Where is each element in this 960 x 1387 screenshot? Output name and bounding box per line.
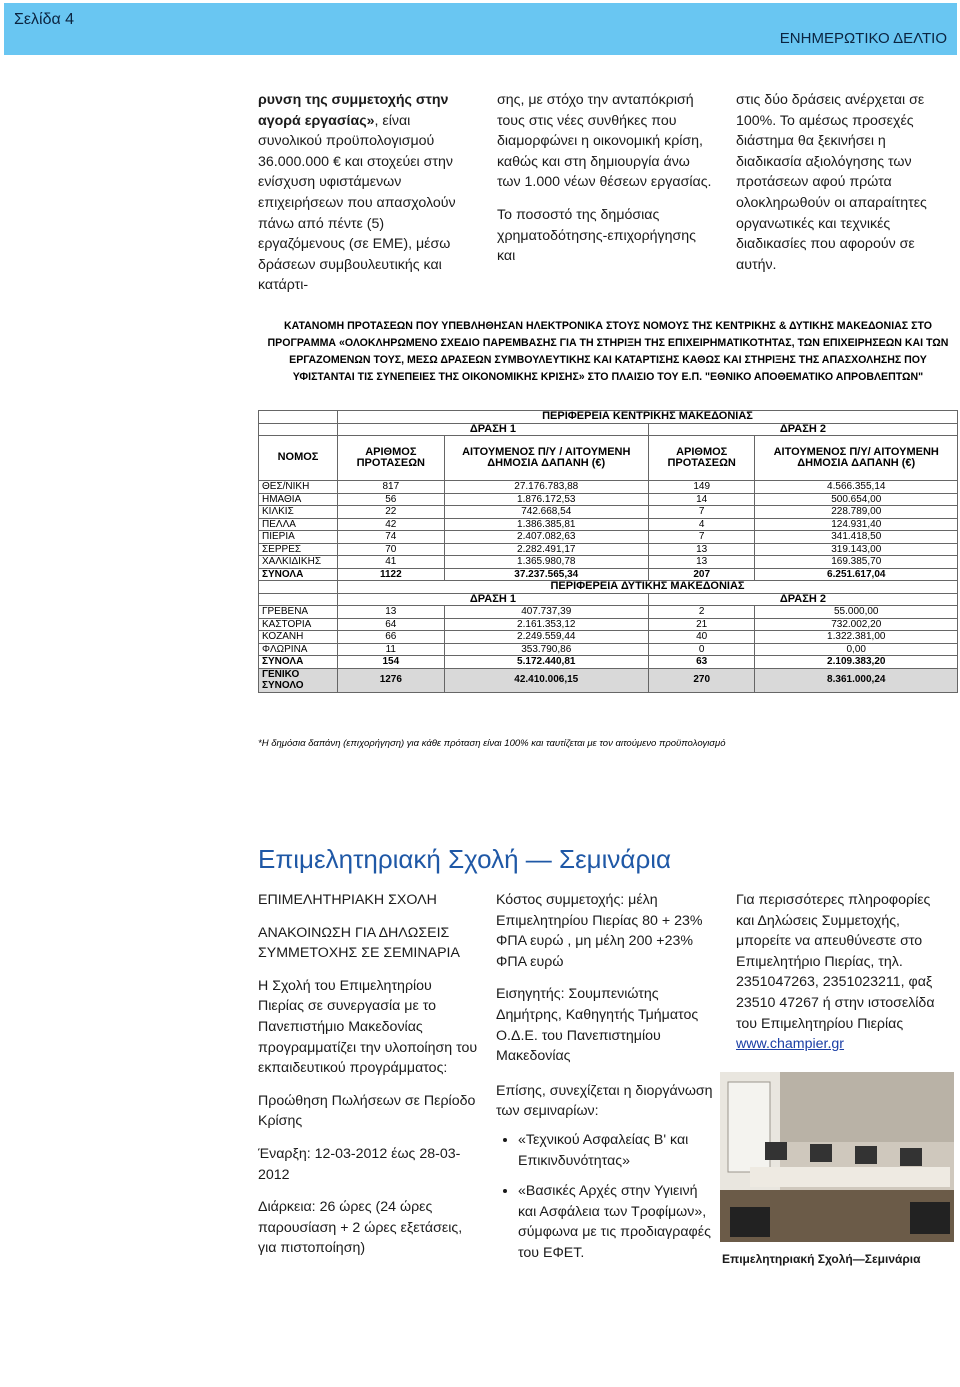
- cost-text: : μέλη Επιμελητηρίου Πιερίας 80 + 23% ΦΠΑ ευρώ , μη μέλη 200 +23% ΦΠΑ ευρώ: [496, 892, 703, 970]
- table-cell: 124.931,40: [755, 518, 958, 531]
- table-cell: 5.172.440,81: [444, 656, 648, 669]
- table-cell: ΚΟΖΑΝΗ: [259, 631, 338, 644]
- table-total-row: [259, 668, 958, 692]
- duration-label: Διάρκεια:: [258, 1199, 316, 1216]
- classroom-photo: [720, 1072, 954, 1242]
- proposals-table: [258, 410, 958, 693]
- table-cell: ΑΡΙΘΜΟΣ ΠΡΟΤΑΣΕΩΝ: [338, 436, 445, 481]
- website-link[interactable]: www.champier.gr: [736, 1036, 845, 1053]
- table-row: [259, 543, 958, 556]
- table-cell: ΔΡΑΣΗ 2: [648, 423, 957, 436]
- table-row: [259, 493, 958, 506]
- section-column-2: [496, 890, 716, 1274]
- cost-label: Κόστος συμμετοχής: [496, 892, 621, 908]
- action-header-row: [259, 423, 958, 436]
- announcement-heading: ΑΝΑΚΟΙΝΩΣΗ ΓΙΑ ΔΗΛΩΣΕΙΣ ΣΥΜΜΕΤΟΧΗΣ ΣΕ ΣΕΜΙΝΑΡΙΑ: [258, 924, 460, 962]
- page-number: Σελίδα 4: [14, 11, 75, 28]
- table-cell: 817: [338, 481, 445, 494]
- seminar-item: [518, 1130, 716, 1171]
- table-cell: ΣΕΡΡΕΣ: [259, 543, 338, 556]
- table-cell: ΓΡΕΒΕΝΑ: [259, 606, 338, 619]
- speaker-label: Εισηγητής:: [496, 986, 565, 1003]
- table-cell: ΣΥΝΟΛΑ: [259, 656, 338, 669]
- more-seminars-text: Επίσης, συνεχίζεται η διοργάνωση των σεμιναρίων:: [496, 1082, 713, 1120]
- duration-text: 26 ώρες (24 ώρες παρουσίαση + 2 ώρες εξετάσεις, για πιστοποίηση): [258, 1199, 463, 1257]
- contact-text: Για περισσότερες πληροφορίες και Δηλώσεις Συμμετοχής, μπορείτε να απευθύνεστε στο Επιμελητήριο Πιερίας, τηλ. 2351047263, 2351023211, φαξ 23510 47267 ή στην ιστοσελίδα του Επιμελητηρίου Πιερίας: [736, 892, 935, 1032]
- school-heading: ΕΠΙΜΕΛΗΤΗΡΙΑΚΗ ΣΧΟΛΗ: [258, 892, 437, 908]
- section-column-3: [736, 890, 951, 1055]
- table-cell: 319.143,00: [755, 543, 958, 556]
- table-cell: 22: [338, 506, 445, 519]
- table-cell: 37.237.565,34: [444, 568, 648, 581]
- table-cell: 8.361.000,24: [755, 668, 958, 692]
- table-cell: 2.109.383,20: [755, 656, 958, 669]
- table-row: [259, 506, 958, 519]
- table-cell: 270: [648, 668, 755, 692]
- table-cell: 2.161.353,12: [444, 618, 648, 631]
- table-cell: 55.000,00: [755, 606, 958, 619]
- table-cell: ΔΡΑΣΗ 1: [338, 423, 649, 436]
- start-dates: : 12-03-2012 έως 28-03-2012: [258, 1145, 461, 1183]
- table-cell: [259, 581, 338, 594]
- table-cell: ΠΙΕΡΙΑ: [259, 531, 338, 544]
- seminar-2-title: «Βασικές Αρχές στην Υγιεινή και Ασφάλεια των Τροφίμων»: [518, 1183, 703, 1220]
- top-col1-bold: ρυνση της συμμετοχής στην αγορά εργασίας»: [258, 92, 449, 129]
- photo-caption: Επιμελητηριακή Σχολή—Σεμινάρια: [722, 1252, 921, 1266]
- table-cell: ΠΕΡΙΦΕΡΕΙΑ ΚΕΝΤΡΙΚΗΣ ΜΑΚΕΔΟΝΙΑΣ: [338, 411, 958, 424]
- table-total-row: [259, 656, 958, 669]
- table-cell: ΠΕΡΙΦΕΡΕΙΑ ΔΥΤΙΚΗΣ ΜΑΚΕΔΟΝΙΑΣ: [338, 581, 958, 594]
- table-cell: ΦΛΩΡΙΝΑ: [259, 643, 338, 656]
- table-row: [259, 481, 958, 494]
- seminar-list: [496, 1130, 716, 1264]
- action-header-row: [259, 593, 958, 606]
- table-row: [259, 618, 958, 631]
- proposals-table-figure: [258, 310, 958, 760]
- table-cell: 27.176.783,88: [444, 481, 648, 494]
- start-label: Έναρξη: [258, 1145, 307, 1162]
- table-cell: ΚΑΣΤΟΡΙΑ: [259, 618, 338, 631]
- table-footnote: *Η δημόσια δαπάνη (επιχορήγηση) για κάθε πρόταση είναι 100% και ταυτίζεται με τον αιτούμενο προϋπολογισμό: [258, 738, 726, 749]
- table-cell: 63: [648, 656, 755, 669]
- top-column-1: [258, 90, 468, 296]
- table-cell: 0,00: [755, 643, 958, 656]
- top-col3-paragraph: στις δύο δράσεις ανέρχεται σε 100%. Το αμέσως προσεχές διάστημα θα ξεκινήσει η διαδικασία αξιολόγησης των προτάσεων αφού πρώτα ολοκληρωθούν οι απαραίτητες οργανωτικές και τεχνικές διαδικασίες που αφορούν σε αυτήν.: [736, 92, 927, 273]
- table-row: [259, 531, 958, 544]
- classroom-illustration: [720, 1072, 954, 1242]
- seminar-2-text: , σύμφωνα με τις προδιαγραφές του ΕΦΕΤ.: [518, 1203, 711, 1261]
- region-header-row: [259, 581, 958, 594]
- table-title: ΚΑΤΑΝΟΜΗ ΠΡΟΤΑΣΕΩΝ ΠΟΥ ΥΠΕΒΛΗΘΗΣΑΝ ΗΛΕΚΤΡΟΝΙΚΑ ΣΤΟΥΣ ΝΟΜΟΥΣ ΤΗΣ ΚΕΝΤΡΙΚΗΣ & ΔΥΤΙΚΗΣ ΜΑΚΕΔΟΝΙΑΣ ΣΤΟ ΠΡΟΓΡΑΜΜΑ «ΟΛΟΚΛΗΡΩΜΕΝΟ ΣΧΕΔΙΟ ΠΑΡΕΜΒΑΣΗΣ ΓΙΑ ΤΗ ΣΤΗΡΙΞΗ ΤΗΣ ΕΠΙΧΕΙΡΗΜΑΤΙΚΟΤΗΤΑΣ, ΤΩΝ ΕΠΙΧΕΙΡΗΣΕΩΝ ΚΑΙ ΤΩΝ ΕΡΓΑΖΟΜΕΝΩΝ ΤΟΥΣ, ΜΕΣΩ ΔΡΑΣΕΩΝ ΣΥΜΒΟΥΛΕΥΤΙΚΗΣ ΚΑΙ ΚΑΤΑΡΤΙΣΗΣ ΚΑΘΩΣ ΚΑΙ ΣΤΗΡΙΞΗΣ ΤΗΣ ΑΠΑΣΧΟΛΗΣΗΣ ΠΟΥ ΥΦΙΣΤΑΝΤΑΙ ΤΙΣ ΣΥΝΕΠΕΙΕΣ ΤΗΣ ΟΙΚΟΝΟΜΙΚΗΣ ΚΡΙΣΗΣ» ΣΤΟ ΠΛΑΙΣΙΟ ΤΟΥ Ε.Π. "ΕΘΝΙΚΟ ΑΠΟΘΕΜΑΤΙΚΟ ΑΠΡΟΒΛΕΠΤΩΝ": [267, 320, 949, 383]
- table-cell: 341.418,50: [755, 531, 958, 544]
- table-cell: 7: [648, 506, 755, 519]
- table-cell: 2: [648, 606, 755, 619]
- top-col2-paragraph-1: σης, με στόχο την ανταπόκρισή τους στις νέες συνθήκες που διαμορφώνει η οικονομική κρίση, καθώς και στη δημιουργία άνω των 1.000 νέων θέσεων εργασίας.: [497, 92, 712, 191]
- table-cell: 228.789,00: [755, 506, 958, 519]
- table-cell: 407.737,39: [444, 606, 648, 619]
- table-row: [259, 518, 958, 531]
- table-total-row: [259, 568, 958, 581]
- table-cell: ΧΑΛΚΙΔΙΚΗΣ: [259, 556, 338, 569]
- table-cell: ΑΙΤΟΥΜΕΝΟΣ Π/Υ/ ΑΙΤΟΥΜΕΝΗ ΔΗΜΟΣΙΑ ΔΑΠΑΝΗ (€): [755, 436, 958, 481]
- speaker-text: Σουμπενιώτης Δημήτρης, Καθηγητής Τμήματος Ο.Δ.Ε. του Πανεπιστημίου Μακεδονίας: [496, 986, 699, 1065]
- table-cell: ΔΡΑΣΗ 2: [648, 593, 957, 606]
- table-cell: 1.876.172,53: [444, 493, 648, 506]
- table-cell: 2.407.082,63: [444, 531, 648, 544]
- table-cell: 56: [338, 493, 445, 506]
- table-row: [259, 556, 958, 569]
- seminar-item: [518, 1181, 716, 1263]
- page-header: [4, 3, 957, 55]
- table-cell: 149: [648, 481, 755, 494]
- table-cell: ΓΕΝΙΚΟ ΣΥΝΟΛΟ: [259, 668, 338, 692]
- table-cell: 13: [338, 606, 445, 619]
- table-cell: 13: [648, 543, 755, 556]
- table-cell: 2.282.491,17: [444, 543, 648, 556]
- table-cell: 4.566.355,14: [755, 481, 958, 494]
- table-cell: 1122: [338, 568, 445, 581]
- table-cell: 1276: [338, 668, 445, 692]
- table-cell: 64: [338, 618, 445, 631]
- seminar-1-title: «Τεχνικού Ασφαλείας Β' και Επικινδυνότητας»: [518, 1131, 689, 1169]
- table-cell: 4: [648, 518, 755, 531]
- table-cell: 0: [648, 643, 755, 656]
- table-cell: ΠΕΛΛΑ: [259, 518, 338, 531]
- table-cell: 41: [338, 556, 445, 569]
- table-cell: 207: [648, 568, 755, 581]
- section-column-1: [258, 890, 480, 1259]
- table-cell: [259, 423, 338, 436]
- table-cell: ΣΥΝΟΛΑ: [259, 568, 338, 581]
- table-cell: 1.386.385,81: [444, 518, 648, 531]
- top-col2-paragraph-2: Το ποσοστό της δημόσιας χρηματοδότησης-επιχορήγησης και: [497, 206, 697, 265]
- table-cell: 732.002,20: [755, 618, 958, 631]
- table-cell: 1.365.980,78: [444, 556, 648, 569]
- table-cell: 500.654,00: [755, 493, 958, 506]
- table-row: [259, 606, 958, 619]
- table-cell: 21: [648, 618, 755, 631]
- section-title: Επιμελητηριακή Σχολή — Σεμινάρια: [258, 844, 672, 874]
- column-header-row: [259, 436, 958, 481]
- table-cell: 40: [648, 631, 755, 644]
- table-cell: 6.251.617,04: [755, 568, 958, 581]
- region-header-row: [259, 411, 958, 424]
- table-cell: 169.385,70: [755, 556, 958, 569]
- table-cell: 11: [338, 643, 445, 656]
- table-cell: ΘΕΣ/ΝΙΚΗ: [259, 481, 338, 494]
- table-cell: 2.249.559,44: [444, 631, 648, 644]
- table-cell: 1.322.381,00: [755, 631, 958, 644]
- table-cell: 353.790,86: [444, 643, 648, 656]
- table-row: [259, 643, 958, 656]
- table-cell: [259, 411, 338, 424]
- table-cell: 42.410.006,15: [444, 668, 648, 692]
- top-column-3: [736, 90, 951, 275]
- table-cell: 742.668,54: [444, 506, 648, 519]
- top-column-2: [497, 90, 715, 267]
- table-cell: [259, 593, 338, 606]
- table-cell: 66: [338, 631, 445, 644]
- table-cell: 154: [338, 656, 445, 669]
- table-cell: 70: [338, 543, 445, 556]
- table-cell: ΑΙΤΟΥΜΕΝΟΣ Π/Υ / ΑΙΤΟΥΜΕΝΗ ΔΗΜΟΣΙΑ ΔΑΠΑΝΗ (€): [444, 436, 648, 481]
- table-cell: 74: [338, 531, 445, 544]
- table-cell: ΔΡΑΣΗ 1: [338, 593, 649, 606]
- top-col1-text: , είναι συνολικού προϋπολογισμού 36.000.000 € και στοχεύει στην ενίσχυση υφιστάμενων επιχειρήσεων που απασχολούν πάνω από πέντε (5) εργαζόμενους (σε ΕΜΕ), μέσω δράσεων συμβουλευτικής και κατάρτι-: [258, 112, 456, 294]
- publication-title: ΕΝΗΜΕΡΩΤΙΚΟ ΔΕΛΤΙΟ: [779, 30, 947, 47]
- course-title: Προώθηση Πωλήσεων σε Περίοδο Κρίσης: [258, 1092, 476, 1130]
- table-cell: ΗΜΑΘΙΑ: [259, 493, 338, 506]
- table-cell: 42: [338, 518, 445, 531]
- table-cell: ΝΟΜΟΣ: [259, 436, 338, 481]
- table-row: [259, 631, 958, 644]
- table-cell: ΑΡΙΘΜΟΣ ΠΡΟΤΑΣΕΩΝ: [648, 436, 755, 481]
- table-cell: 7: [648, 531, 755, 544]
- program-intro: Η Σχολή του Επιμελητηρίου Πιερίας σε συνεργασία με το Πανεπιστήμιο Μακεδονίας προγραμματίζει την υλοποίηση του εκπαιδευτικού προγράμματος:: [258, 977, 478, 1077]
- table-cell: 14: [648, 493, 755, 506]
- table-cell: ΚΙΛΚΙΣ: [259, 506, 338, 519]
- table-cell: 13: [648, 556, 755, 569]
